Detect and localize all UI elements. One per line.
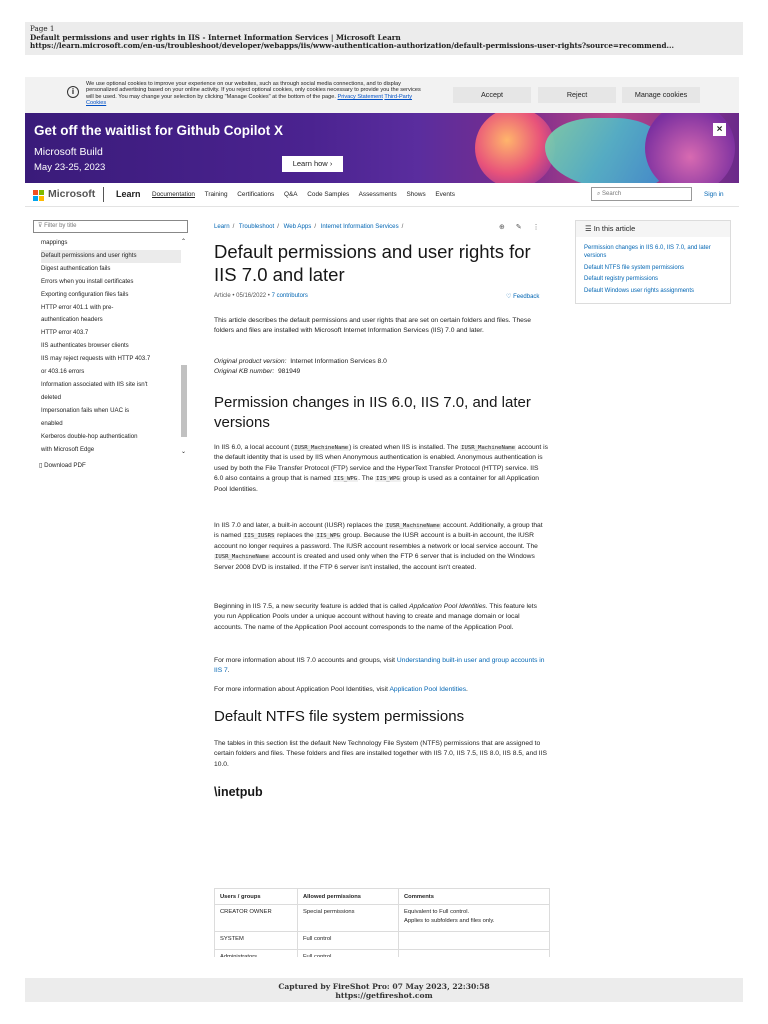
breadcrumb-iis[interactable]: Internet Information Services: [320, 223, 399, 230]
table-cell: [399, 950, 550, 958]
sidebar-item[interactable]: or 403.16 errors: [41, 368, 85, 376]
breadcrumb-web-apps[interactable]: Web Apps: [283, 223, 312, 230]
third-party-cookies-link[interactable]: Third-Party Cookies: [86, 93, 413, 107]
table-row: [215, 905, 550, 932]
fireshot-footer: [25, 978, 743, 1002]
sidebar-item[interactable]: Exporting configuration files fails: [41, 290, 129, 298]
table-cell: Full control: [298, 932, 399, 950]
close-banner-icon[interactable]: ×: [713, 123, 726, 136]
paragraph-more-info-pools: For more information about Application Pool Identities, visit Application Pool Identities.: [214, 686, 468, 693]
microsoft-brand[interactable]: Microsoft: [48, 188, 96, 200]
sign-in-link[interactable]: Sign in: [704, 191, 724, 198]
sidebar-item[interactable]: authentication headers: [41, 316, 103, 324]
application-pool-identities-link[interactable]: Application Pool Identities: [389, 686, 467, 693]
intro-paragraph: This article describes the default permissions and user rights that are set on certain folders and files. These folders and files are installed with Microsoft Internet Information Services (IIS) 7.0 and later.: [214, 317, 531, 335]
nav-item-certifications[interactable]: Certifications: [237, 191, 275, 198]
accept-cookies-button[interactable]: Accept: [453, 87, 531, 103]
table-cell: CREATOR OWNER: [215, 905, 298, 932]
column-header: Users / groups: [215, 889, 298, 905]
contributors-link[interactable]: 7 contributors: [271, 293, 308, 299]
banner-graphic: [475, 113, 555, 183]
top-navigation: [25, 183, 739, 207]
banner-subtitle: Microsoft Build: [34, 146, 103, 158]
breadcrumb: Learn / Troubleshoot / Web Apps / Internet Information Services /: [214, 223, 404, 230]
toc-link[interactable]: Default Windows user rights assignments: [584, 288, 695, 295]
fireshot-header: [25, 22, 743, 55]
fireshot-page-title: Default permissions and user rights in IIS - Internet Information Services | Microsoft Learn: [30, 33, 401, 42]
nav-item-shows[interactable]: Shows: [406, 191, 426, 198]
sidebar-item[interactable]: IIS may reject requests with HTTP 403.7: [41, 355, 151, 363]
fireshot-capture-line: Captured by FireShot Pro: 07 May 2023, 22:30:58: [278, 982, 490, 991]
info-icon: i: [67, 86, 79, 98]
article-main: [214, 207, 554, 957]
table-cell: Full control: [298, 950, 399, 958]
in-this-article-heading: ☰ In this article: [576, 221, 730, 237]
heading-ntfs: Default NTFS file system permissions: [214, 708, 465, 725]
download-pdf-link[interactable]: ▯ Download PDF: [39, 462, 86, 469]
sidebar-item[interactable]: with Microsoft Edge: [41, 445, 95, 453]
toc-link[interactable]: Default registry permissions: [584, 276, 659, 283]
paragraph-iis75: Beginning in IIS 7.5, a new security feature is added that is called Application Pool Identities. This feature lets you run Application Pools under a unique account without having to create and manage domain or local accounts. The name of the Application Pool account corresponds to the name of the Application Pool.: [214, 603, 537, 631]
sidebar-item[interactable]: Digest authentication fails: [41, 264, 111, 272]
sidebar-item[interactable]: HTTP error 401.1 with pre-: [41, 303, 114, 311]
column-header: Allowed permissions: [298, 889, 399, 905]
search-input[interactable]: ⌕ Search: [591, 187, 692, 201]
filter-by-title-input[interactable]: ⊽ Filter by title: [33, 220, 188, 233]
table-header-row: [215, 889, 550, 905]
nav-item-events[interactable]: Events: [435, 191, 455, 198]
cookie-consent-bar: [25, 77, 739, 113]
toc-link[interactable]: Default NTFS file system permissions: [584, 264, 685, 271]
scroll-up-icon[interactable]: ⌃: [181, 239, 187, 245]
left-sidebar: [25, 207, 197, 507]
table-cell: Equivalent to Full control. Applies to subfolders and files only.: [399, 905, 550, 932]
toc-link[interactable]: Permission changes in IIS 6.0, IIS 7.0, and later versions: [584, 245, 711, 259]
learn-how-button[interactable]: Learn how ›: [282, 156, 343, 172]
sidebar-item[interactable]: Impersonation fails when UAC is: [41, 406, 130, 414]
paragraph-iis7: In IIS 7.0 and later, a built-in account (IUSR) replaces the IUSR_MachineName account. Additionally, a group that is named IIS_IUSRS replaces the IIS_WPG group. Because the IUSR account is a built-in account, the IUSR account no longer requires a password. The IUSR account resembles a network or local service account. The IUSR_MachineName account is created and used only when the FTP 6 server that is included on the Windows Server 2008 DVD is installed. If the FTP 6 server isn't installed, the account isn't created.: [214, 522, 543, 571]
in-this-article-panel: [575, 220, 731, 304]
nav-item-qa[interactable]: Q&A: [284, 191, 298, 198]
heading-inetpub: \inetpub: [214, 785, 263, 799]
feedback-link[interactable]: ♡ Feedback: [506, 294, 540, 300]
sidebar-item-selected[interactable]: Default permissions and user rights: [41, 250, 183, 263]
add-to-collection-icon[interactable]: ⊕: [499, 224, 505, 231]
sidebar-item[interactable]: deleted: [41, 393, 61, 401]
sidebar-item[interactable]: HTTP error 403.7: [41, 329, 89, 337]
column-header: Comments: [399, 889, 550, 905]
page-title: Default permissions and user rights for IIS 7.0 and later: [214, 241, 531, 285]
scrollbar-thumb[interactable]: [181, 365, 187, 437]
paragraph-iis6: In IIS 6.0, a local account (IUSR_MachineName) is created when IIS is installed. The IUSR_MachineName account is the default identity that is used by IIS when Anonymous authentication is enabled. Anonymous authentication is used by both the File Transfer Protocol (FTP) service and the HyperText Transfer Protocol (HTTP) service. IIS 6.0 also contains a group that is named IIS_WPG. The IIS_WPG group is used as a container for all Application Pool Identities.: [214, 444, 548, 493]
sidebar-item[interactable]: [41, 456, 183, 457]
article-tools: [499, 223, 549, 231]
web-page: [25, 77, 739, 957]
privacy-statement-link[interactable]: Privacy Statement: [337, 93, 383, 100]
pdf-icon: ▯: [39, 462, 43, 469]
reject-cookies-button[interactable]: Reject: [538, 87, 616, 103]
sidebar-item[interactable]: Information associated with IIS site isn't: [41, 380, 148, 388]
sidebar-toc: [41, 237, 183, 457]
nav-item-assessments[interactable]: Assessments: [358, 191, 397, 198]
fireshot-page-label: Page 1: [30, 24, 55, 33]
sidebar-item[interactable]: Errors when you install certificates: [41, 277, 134, 285]
table-cell: Special permissions: [298, 905, 399, 932]
heading-permission-changes: Permission changes in IIS 6.0, IIS 7.0, and later versions: [214, 394, 531, 431]
edit-icon[interactable]: ✎: [515, 224, 522, 231]
manage-cookies-button[interactable]: Manage cookies: [622, 87, 700, 103]
sidebar-item[interactable]: mappings: [41, 239, 68, 246]
nav-item-documentation[interactable]: Documentation: [152, 191, 195, 198]
table-cell: Administrators: [215, 950, 298, 958]
article-meta: Article • 05/16/2022 • 7 contributors: [214, 293, 308, 299]
more-options-icon[interactable]: ⋮: [532, 224, 540, 231]
microsoft-logo-icon[interactable]: [33, 190, 44, 201]
table-row: [215, 950, 550, 958]
scroll-down-icon[interactable]: ⌄: [181, 449, 187, 455]
in-this-article-links: [584, 245, 726, 300]
search-icon: ⌕: [597, 191, 601, 197]
breadcrumb-learn[interactable]: Learn: [214, 223, 230, 230]
table-row: [215, 932, 550, 950]
sidebar-item[interactable]: enabled: [41, 419, 63, 427]
thumbs-up-icon: ♡: [506, 294, 512, 300]
nav-item-training[interactable]: Training: [204, 191, 228, 198]
nav-divider: [103, 187, 104, 202]
nav-menu: [152, 191, 463, 198]
breadcrumb-troubleshoot[interactable]: Troubleshoot: [238, 223, 275, 230]
filter-icon: ⊽: [38, 223, 43, 229]
cookie-text: We use optional cookies to improve your experience on our websites, such as through social media connections, and to display personalized advertising based on your online activity. If you reject optional cookies, only cookies necessary to provide you the services will be used. You may change your selection by clicking "Manage Cookies" at the bottom of the page. Privacy Statement Third-Party Cookies: [86, 81, 421, 107]
paragraph-ntfs-intro: The tables in this section list the default New Technology File System (NTFS) permissions that are assigned to certain folders and files. These folders and files are installed together with IIS 7.0, IIS 7.5, IIS 8.0, IIS 8.5, and IIS 10.0.: [214, 740, 547, 768]
banner-title: Get off the waitlist for Github Copilot X: [34, 123, 283, 138]
list-icon: ☰: [585, 224, 592, 233]
table-cell: SYSTEM: [215, 932, 298, 950]
product-version: Original product version: Internet Information Services 8.0 Original KB number: 981949: [214, 358, 387, 376]
sidebar-scrollbar[interactable]: [181, 237, 187, 457]
sidebar-item[interactable]: IIS authenticates browser clients: [41, 342, 129, 350]
paragraph-more-info-accounts: For more information about IIS 7.0 accounts and groups, visit Understanding built-in user and group accounts in IIS 7.: [214, 657, 545, 675]
nav-item-code-samples[interactable]: Code Samples: [307, 191, 350, 198]
sidebar-item[interactable]: Kerberos double-hop authentication: [41, 432, 138, 440]
table-cell: [399, 932, 550, 950]
understanding-accounts-link[interactable]: Understanding built-in user and group accounts in IIS 7: [214, 657, 545, 675]
fireshot-url: https://learn.microsoft.com/en-us/troubleshoot/developer/webapps/iis/www-authentication-authorization/default-permissions-user-rights?source=recommend...: [30, 42, 675, 51]
fireshot-link[interactable]: https://getfireshot.com: [335, 991, 433, 1000]
promo-banner: [25, 113, 739, 183]
inetpub-permissions-table: [214, 888, 550, 957]
learn-brand-link[interactable]: Learn: [116, 189, 141, 199]
banner-date: May 23-25, 2023: [34, 162, 106, 173]
chevron-right-icon: ›: [329, 159, 333, 168]
